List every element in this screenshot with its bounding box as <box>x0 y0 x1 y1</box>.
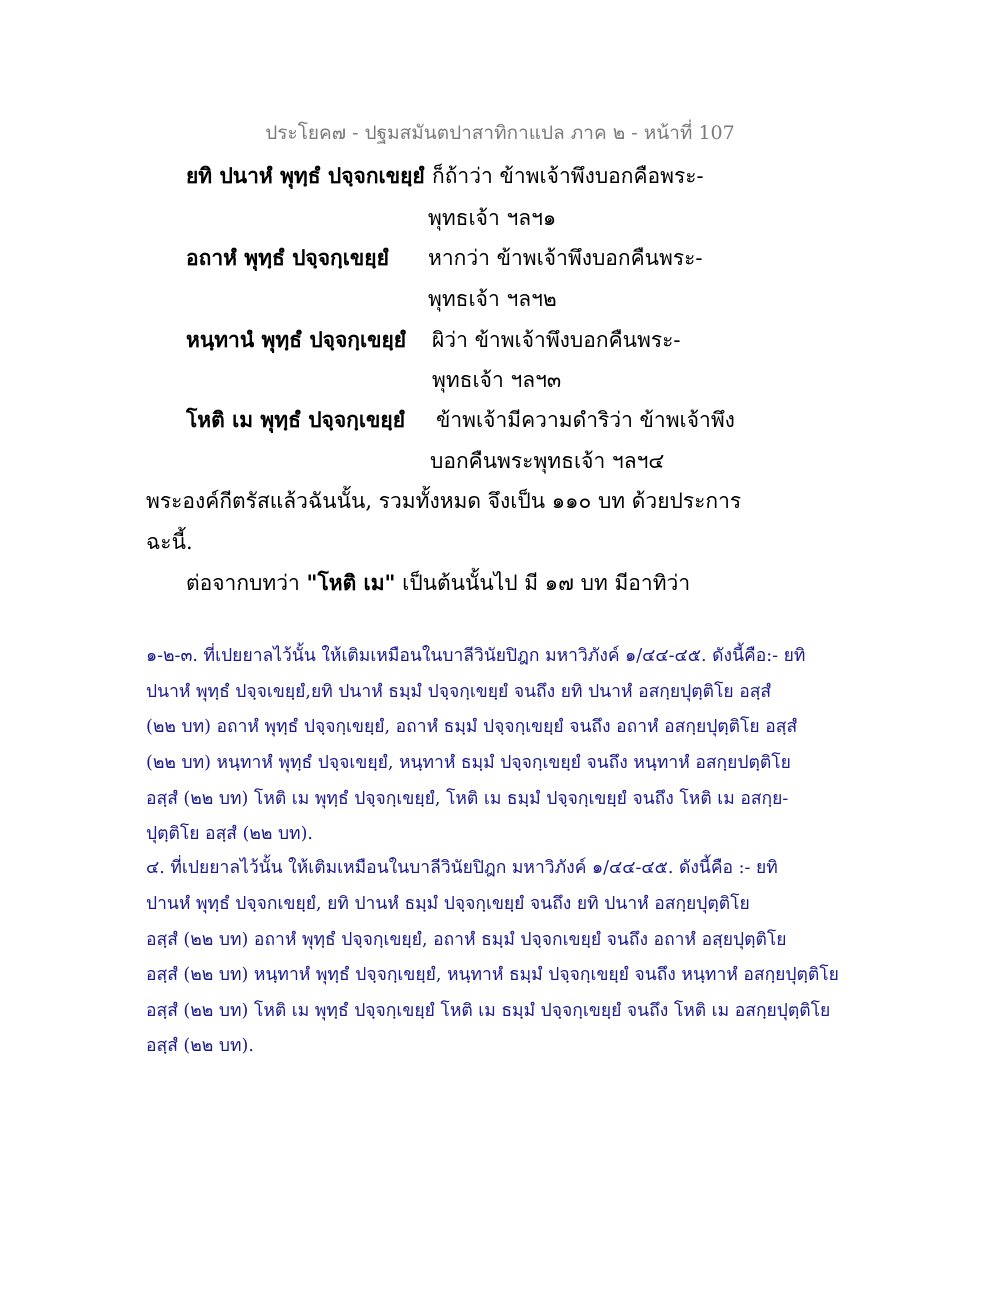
footnote-line: (๒๒ บท) หนฺทาหํ พุทฺธํ ปจฺจเขยฺยํ, หนฺทาหํ ธมฺมํ ปจฺจกฺเขยฺยํ จนถึง หนฺทาหํ อสกฺยปตฺติโย <box>146 753 791 773</box>
pali-phrase-3: หนฺทานํ พุทฺธํ ปจฺจกฺเขยฺยํ <box>186 327 407 352</box>
footnote-line: ปนาหํ พุทฺธํ ปจฺจเขยฺยํ,ยทิ ปนาหํ ธมฺมํ ปจฺจกฺเขยฺยํ จนถึง ยทิ ปนาหํ อสกฺยปุตฺติโย อสฺสํ <box>146 682 772 702</box>
page-header: ประโยค๗ - ปฐมสมันตปาสาทิกาแปล ภาค ๒ - หน้าที่ 107 <box>265 122 735 144</box>
footnote-line: ๑-๒-๓. ที่เปยยาลไว้นั้น ให้เติมเหมือนในบาลีวินัยปิฎก มหาวิภังค์ ๑/๔๔-๔๕. ดังนี้คือ:- ยทิ <box>146 646 806 666</box>
paragraph-1-line-2: ฉะนี้. <box>146 530 193 554</box>
paragraph-2-post: เป็นต้นนั้นไป มี ๑๗ บท มีอาทิว่า <box>395 571 691 595</box>
footnote-line: อสฺสํ (๒๒ บท) โหติ เม พุทฺธํ ปจฺจกฺเขยฺยํ โหติ เม ธมฺมํ ปจฺจกฺเขยฺยํ จนถึง โหติ เม อสกฺยปุตฺติโย <box>146 1001 831 1021</box>
footnote-line: อสฺสํ (๒๒ บท) โหติ เม พุทฺธํ ปจฺจกฺเขยฺยํ, โหติ เม ธมฺมํ ปจฺจกฺเขยฺยํ จนถึง โหติ เม อสกฺย- <box>146 789 789 809</box>
translation-1-line-2: พุทธเจ้า ฯลฯ๑ <box>428 206 557 230</box>
translation-2-line-2: พุทธเจ้า ฯลฯ๒ <box>428 287 557 311</box>
footnote-line: (๒๒ บท) อถาหํ พุทฺธํ ปจฺจกฺเขยฺยํ, อถาหํ ธมฺมํ ปจฺจกฺเขยฺยํ จนถึง อถาหํ อสกฺยปุตฺติโย อสฺสํ <box>146 717 798 737</box>
translation-2-line-1: หากว่า ข้าพเจ้าพึงบอกคืนพระ- <box>428 246 703 270</box>
paragraph-2 <box>186 567 690 600</box>
paragraph-1-line-1: พระองค์กีตรัสแล้วฉันนั้น, รวมทั้งหมด จึงเป็น ๑๑๐ บท ด้วยประการ <box>146 489 742 513</box>
pali-phrase-2: อถาหํ พุทฺธํ ปจฺจกฺเขยฺยํ <box>186 245 389 270</box>
translation-4-line-2: บอกคืนพระพุทธเจ้า ฯลฯ๔ <box>430 449 665 473</box>
paragraph-2-bold: "โหติ เม" <box>306 570 396 595</box>
footnote-line: อสฺสํ (๒๒ บท) หนฺทาหํ พุทฺธํ ปจฺจกฺเขยฺยํ, หนฺทาหํ ธมฺมํ ปจฺจกฺเขยฺยํ จนถึง หนฺทาหํ อสกฺยปุตฺติโย <box>146 965 839 985</box>
footnote-line: อสฺสํ (๒๒ บท). <box>146 1036 254 1056</box>
footnote-line: ๔. ที่เปยยาลไว้นั้น ให้เติมเหมือนในบาลีวินัยปิฎก มหาวิภังค์ ๑/๔๔-๔๕. ดังนี้คือ :- ยทิ <box>146 858 778 878</box>
footnote-line: ปานหํ พุทฺธํ ปจฺจกเขยฺยํ, ยทิ ปานหํ ธมฺมํ ปจฺจกฺเขยฺยํ จนถึง ยทิ ปนาหํ อสกฺยปุตฺติโย <box>146 894 750 914</box>
translation-3-line-2: พุทธเจ้า ฯลฯ๓ <box>432 368 562 392</box>
translation-1-line-1: ก็ถ้าว่า ข้าพเจ้าพึงบอกคือพระ- <box>432 164 704 188</box>
translation-4-line-1: ข้าพเจ้ามีความดำริว่า ข้าพเจ้าพึง <box>436 408 735 432</box>
paragraph-2-pre: ต่อจากบทว่า <box>186 571 307 595</box>
footnote-line: อสฺสํ (๒๒ บท) อถาหํ พุทฺธํ ปจฺจกฺเขยฺยํ, อถาหํ ธมฺมํ ปจฺจกเขยฺยํ จนถึง อถาหํ อสฺยปุตฺติโย <box>146 930 787 950</box>
pali-phrase-4: โหติ เม พุทฺธํ ปจฺจกฺเขยฺยํ <box>186 407 406 432</box>
pali-phrase-1: ยทิ ปนาหํ พุทฺธํ ปจฺจกเขยฺยํ <box>186 163 425 188</box>
translation-3-line-1: ผิว่า ข้าพเจ้าพึงบอกคืนพระ- <box>432 328 681 352</box>
footnote-line: ปุตฺติโย อสฺสํ (๒๒ บท). <box>146 824 313 844</box>
